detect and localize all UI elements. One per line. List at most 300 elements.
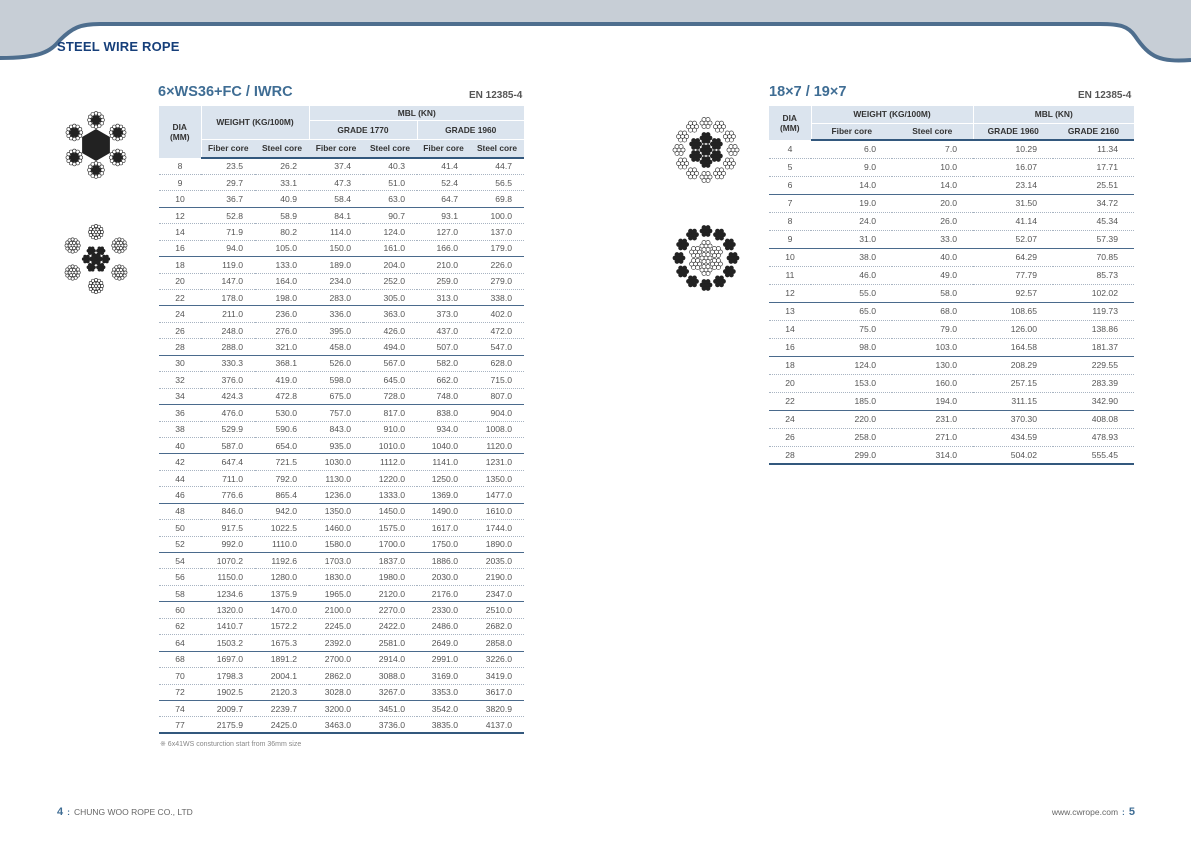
- table-cell: 1572.2: [255, 618, 309, 634]
- table-cell: 1750.0: [417, 536, 470, 552]
- table-row: [769, 374, 1134, 392]
- table-row: [159, 569, 524, 585]
- table-cell: 17.71: [1053, 158, 1134, 176]
- col-header-dia: [769, 106, 811, 140]
- footer-left: [57, 806, 193, 818]
- table-cell: 567.0: [363, 355, 417, 371]
- col-header-grade-1770: GRADE 1770: [309, 120, 417, 139]
- table-row: [159, 355, 524, 371]
- table-cell: 1375.9: [255, 585, 309, 601]
- table-cell: 6.0: [811, 140, 892, 158]
- col-header-fiber-core: Fiber core: [811, 123, 892, 140]
- table-cell: 114.0: [309, 224, 363, 240]
- col-header-steel-core: Steel core: [470, 139, 524, 158]
- table-cell: 126.00: [973, 320, 1053, 338]
- table-cell: 437.0: [417, 322, 470, 338]
- table-cell: 133.0: [255, 257, 309, 273]
- table-cell: 38.0: [811, 248, 892, 266]
- table-cell: 1744.0: [470, 520, 524, 536]
- table-cell: 208.29: [973, 356, 1053, 374]
- table-cell: 2858.0: [470, 635, 524, 651]
- col-header-mbl: MBL (KN): [973, 106, 1134, 123]
- cell-dia: 70: [159, 668, 201, 684]
- table-cell: 92.57: [973, 284, 1053, 302]
- col-header-steel-core: Steel core: [363, 139, 417, 158]
- table-cell: 229.55: [1053, 356, 1134, 374]
- table-cell: 252.0: [363, 273, 417, 289]
- table-cell: 336.0: [309, 306, 363, 322]
- table-cell: 935.0: [309, 437, 363, 453]
- col-header-grade-2160: GRADE 2160: [1053, 123, 1134, 140]
- table-cell: 917.5: [201, 520, 255, 536]
- table-cell: 426.0: [363, 322, 417, 338]
- table-row: [159, 602, 524, 618]
- table-cell: 7.0: [892, 140, 973, 158]
- table-cell: 2120.3: [255, 684, 309, 700]
- table-cell: 147.0: [201, 273, 255, 289]
- cell-dia: 14: [769, 320, 811, 338]
- table-cell: 3820.9: [470, 700, 524, 716]
- table-cell: 472.0: [470, 322, 524, 338]
- cell-dia: 46: [159, 487, 201, 503]
- right-section-title: 18×7 / 19×7: [769, 84, 847, 100]
- table-row: [159, 158, 524, 174]
- table-cell: 210.0: [417, 257, 470, 273]
- cell-dia: 13: [769, 302, 811, 320]
- table-cell: 3169.0: [417, 668, 470, 684]
- cell-dia: 7: [769, 194, 811, 212]
- table-cell: 194.0: [892, 392, 973, 410]
- table-cell: 58.4: [309, 191, 363, 207]
- table-cell: 2682.0: [470, 618, 524, 634]
- table-cell: 1369.0: [417, 487, 470, 503]
- table-cell: 150.0: [309, 240, 363, 256]
- table-cell: 1886.0: [417, 553, 470, 569]
- table-cell: 1120.0: [470, 437, 524, 453]
- table-cell: 257.15: [973, 374, 1053, 392]
- page-number-right: 5: [1128, 806, 1135, 818]
- table-cell: 1350.0: [470, 470, 524, 486]
- table-row: [159, 339, 524, 355]
- table-row: [159, 437, 524, 453]
- table-cell: 127.0: [417, 224, 470, 240]
- table-row: [159, 388, 524, 404]
- cell-dia: 10: [159, 191, 201, 207]
- table-cell: 1350.0: [309, 503, 363, 519]
- table-cell: 2120.0: [363, 585, 417, 601]
- col-header-dia: [159, 106, 201, 158]
- cell-dia: 9: [159, 174, 201, 190]
- header-band: [0, 0, 1191, 70]
- table-cell: 654.0: [255, 437, 309, 453]
- table-cell: 276.0: [255, 322, 309, 338]
- table-cell: 507.0: [417, 339, 470, 355]
- table-cell: 530.0: [255, 405, 309, 421]
- table-cell: 476.0: [201, 405, 255, 421]
- cell-dia: 72: [159, 684, 201, 700]
- table-row: [159, 503, 524, 519]
- table-cell: 2270.0: [363, 602, 417, 618]
- rope-cross-section-iwrc-image: [54, 217, 138, 301]
- cell-dia: 62: [159, 618, 201, 634]
- table-cell: 234.0: [309, 273, 363, 289]
- table-cell: 2991.0: [417, 651, 470, 667]
- left-standard-label: EN 12385-4: [469, 90, 523, 101]
- cell-dia: 18: [769, 356, 811, 374]
- table-cell: 204.0: [363, 257, 417, 273]
- table-cell: 395.0: [309, 322, 363, 338]
- cell-dia: 32: [159, 372, 201, 388]
- table-cell: 29.7: [201, 174, 255, 190]
- table-cell: 1460.0: [309, 520, 363, 536]
- table-cell: 40.3: [363, 158, 417, 174]
- table-row: [769, 446, 1134, 464]
- table-row: [769, 284, 1134, 302]
- table-cell: 56.5: [470, 174, 524, 190]
- table-cell: 1490.0: [417, 503, 470, 519]
- table-cell: 299.0: [811, 446, 892, 464]
- table-cell: 58.0: [892, 284, 973, 302]
- table-cell: 98.0: [811, 338, 892, 356]
- table-cell: 2100.0: [309, 602, 363, 618]
- table-cell: 137.0: [470, 224, 524, 240]
- table-cell: 373.0: [417, 306, 470, 322]
- table-row: [159, 585, 524, 601]
- table-cell: 582.0: [417, 355, 470, 371]
- table-row: [159, 717, 524, 733]
- table-cell: 1030.0: [309, 454, 363, 470]
- table-row: [159, 174, 524, 190]
- table-cell: 185.0: [811, 392, 892, 410]
- cell-dia: 64: [159, 635, 201, 651]
- table-cell: 283.39: [1053, 374, 1134, 392]
- table-cell: 102.02: [1053, 284, 1134, 302]
- cell-dia: 20: [159, 273, 201, 289]
- table-cell: 3028.0: [309, 684, 363, 700]
- table-cell: 843.0: [309, 421, 363, 437]
- table-cell: 338.0: [470, 290, 524, 306]
- table-cell: 587.0: [201, 437, 255, 453]
- table-cell: 23.14: [973, 176, 1053, 194]
- table-cell: 9.0: [811, 158, 892, 176]
- table-row: [159, 405, 524, 421]
- table-row: [159, 635, 524, 651]
- table-cell: 3267.0: [363, 684, 417, 700]
- table-cell: 1110.0: [255, 536, 309, 552]
- table-cell: 160.0: [892, 374, 973, 392]
- table-cell: 3542.0: [417, 700, 470, 716]
- table-cell: 526.0: [309, 355, 363, 371]
- rope-cross-section-18x7-image: [664, 108, 748, 192]
- cell-dia: 56: [159, 569, 201, 585]
- col-header-fiber-core: Fiber core: [201, 139, 255, 158]
- table-cell: 419.0: [255, 372, 309, 388]
- col-header-fiber-core: Fiber core: [417, 139, 470, 158]
- table-row: [769, 212, 1134, 230]
- table-cell: 119.0: [201, 257, 255, 273]
- table-cell: 64.7: [417, 191, 470, 207]
- table-cell: 198.0: [255, 290, 309, 306]
- cell-dia: 50: [159, 520, 201, 536]
- cell-dia: 20: [769, 374, 811, 392]
- table-cell: 94.0: [201, 240, 255, 256]
- table-cell: 34.72: [1053, 194, 1134, 212]
- table-row: [769, 410, 1134, 428]
- table-row: [159, 306, 524, 322]
- table-cell: 20.0: [892, 194, 973, 212]
- table-cell: 3463.0: [309, 717, 363, 733]
- table-cell: 1333.0: [363, 487, 417, 503]
- table-cell: 14.0: [811, 176, 892, 194]
- table-cell: 37.4: [309, 158, 363, 174]
- table-cell: 728.0: [363, 388, 417, 404]
- table-row: [159, 520, 524, 536]
- table-cell: 402.0: [470, 306, 524, 322]
- table-cell: 458.0: [309, 339, 363, 355]
- table-cell: 55.0: [811, 284, 892, 302]
- table-cell: 3226.0: [470, 651, 524, 667]
- table-cell: 108.65: [973, 302, 1053, 320]
- table-cell: 31.0: [811, 230, 892, 248]
- table-row: [159, 257, 524, 273]
- table-cell: 71.9: [201, 224, 255, 240]
- table-cell: 283.0: [309, 290, 363, 306]
- table-row: [769, 302, 1134, 320]
- table-cell: 80.2: [255, 224, 309, 240]
- table-cell: 40.9: [255, 191, 309, 207]
- cell-dia: 8: [769, 212, 811, 230]
- table-cell: 259.0: [417, 273, 470, 289]
- table-cell: 408.08: [1053, 410, 1134, 428]
- table-cell: 103.0: [892, 338, 973, 356]
- table-cell: 1250.0: [417, 470, 470, 486]
- table-cell: 90.7: [363, 207, 417, 223]
- table-cell: 33.1: [255, 174, 309, 190]
- table-cell: 64.29: [973, 248, 1053, 266]
- table-cell: 33.0: [892, 230, 973, 248]
- table-cell: 529.9: [201, 421, 255, 437]
- cell-dia: 38: [159, 421, 201, 437]
- table-cell: 376.0: [201, 372, 255, 388]
- table-row: [159, 684, 524, 700]
- cell-dia: 52: [159, 536, 201, 552]
- table-cell: 1112.0: [363, 454, 417, 470]
- table-cell: 44.7: [470, 158, 524, 174]
- table-row: [769, 194, 1134, 212]
- table-cell: 236.0: [255, 306, 309, 322]
- cell-dia: 22: [769, 392, 811, 410]
- table-cell: 628.0: [470, 355, 524, 371]
- table-cell: 1234.6: [201, 585, 255, 601]
- footnote: ※ 6x41WS consturction start from 36mm size: [160, 741, 302, 748]
- table-cell: 321.0: [255, 339, 309, 355]
- table-cell: 40.0: [892, 248, 973, 266]
- table-cell: 153.0: [811, 374, 892, 392]
- right-standard-label: EN 12385-4: [1078, 90, 1132, 101]
- table-cell: 2239.7: [255, 700, 309, 716]
- table-cell: 838.0: [417, 405, 470, 421]
- table-cell: 164.58: [973, 338, 1053, 356]
- table-cell: 757.0: [309, 405, 363, 421]
- col-header-grade-1960: GRADE 1960: [417, 120, 524, 139]
- cell-dia: 9: [769, 230, 811, 248]
- table-cell: 2009.7: [201, 700, 255, 716]
- cell-dia: 28: [159, 339, 201, 355]
- table-cell: 2035.0: [470, 553, 524, 569]
- table-cell: 288.0: [201, 339, 255, 355]
- table-cell: 77.79: [973, 266, 1053, 284]
- table-cell: 2862.0: [309, 668, 363, 684]
- table-cell: 26.0: [892, 212, 973, 230]
- table-cell: 590.6: [255, 421, 309, 437]
- table-cell: 93.1: [417, 207, 470, 223]
- table-row: [159, 454, 524, 470]
- table-cell: 248.0: [201, 322, 255, 338]
- table-row: [769, 230, 1134, 248]
- table-cell: 164.0: [255, 273, 309, 289]
- table-cell: 363.0: [363, 306, 417, 322]
- table-row: [159, 240, 524, 256]
- table-cell: 19.0: [811, 194, 892, 212]
- table-cell: 51.0: [363, 174, 417, 190]
- table-cell: 11.34: [1053, 140, 1134, 158]
- table-cell: 178.0: [201, 290, 255, 306]
- table-cell: 715.0: [470, 372, 524, 388]
- table-cell: 2425.0: [255, 717, 309, 733]
- cell-dia: 8: [159, 158, 201, 174]
- table-row: [159, 651, 524, 667]
- table-cell: 23.5: [201, 158, 255, 174]
- table-cell: 84.1: [309, 207, 363, 223]
- table-cell: 1450.0: [363, 503, 417, 519]
- table-cell: 1192.6: [255, 553, 309, 569]
- table-cell: 1890.0: [470, 536, 524, 552]
- left-spec-table: [159, 106, 524, 734]
- table-row: [769, 140, 1134, 158]
- table-cell: 1008.0: [470, 421, 524, 437]
- table-cell: 46.0: [811, 266, 892, 284]
- cell-dia: 77: [159, 717, 201, 733]
- col-header-steel-core: Steel core: [255, 139, 309, 158]
- table-cell: 1320.0: [201, 602, 255, 618]
- table-cell: 1477.0: [470, 487, 524, 503]
- website-link[interactable]: www.cwrope.com: [1051, 807, 1119, 817]
- table-cell: 161.0: [363, 240, 417, 256]
- table-cell: 776.6: [201, 487, 255, 503]
- table-cell: 305.0: [363, 290, 417, 306]
- table-cell: 598.0: [309, 372, 363, 388]
- cell-dia: 24: [769, 410, 811, 428]
- cell-dia: 68: [159, 651, 201, 667]
- table-cell: 494.0: [363, 339, 417, 355]
- col-header-steel-core: Steel core: [892, 123, 973, 140]
- table-cell: 85.73: [1053, 266, 1134, 284]
- table-cell: 2486.0: [417, 618, 470, 634]
- cell-dia: 36: [159, 405, 201, 421]
- table-cell: 434.59: [973, 428, 1053, 446]
- table-row: [159, 536, 524, 552]
- table-cell: 314.0: [892, 446, 973, 464]
- table-cell: 942.0: [255, 503, 309, 519]
- table-cell: 2700.0: [309, 651, 363, 667]
- table-cell: 2510.0: [470, 602, 524, 618]
- cell-dia: 12: [159, 207, 201, 223]
- table-cell: 368.1: [255, 355, 309, 371]
- table-row: [159, 322, 524, 338]
- table-cell: 904.0: [470, 405, 524, 421]
- table-cell: 181.37: [1053, 338, 1134, 356]
- table-cell: 2190.0: [470, 569, 524, 585]
- cell-dia: 42: [159, 454, 201, 470]
- table-cell: 279.0: [470, 273, 524, 289]
- table-cell: 1610.0: [470, 503, 524, 519]
- table-cell: 478.93: [1053, 428, 1134, 446]
- cell-dia: 74: [159, 700, 201, 716]
- table-cell: 49.0: [892, 266, 973, 284]
- table-cell: 1837.0: [363, 553, 417, 569]
- table-cell: 1965.0: [309, 585, 363, 601]
- table-cell: 31.50: [973, 194, 1053, 212]
- table-cell: 1617.0: [417, 520, 470, 536]
- table-cell: 2330.0: [417, 602, 470, 618]
- table-cell: 1470.0: [255, 602, 309, 618]
- table-cell: 547.0: [470, 339, 524, 355]
- table-cell: 1703.0: [309, 553, 363, 569]
- table-cell: 2245.0: [309, 618, 363, 634]
- table-cell: 1410.7: [201, 618, 255, 634]
- table-cell: 258.0: [811, 428, 892, 446]
- table-cell: 3200.0: [309, 700, 363, 716]
- table-cell: 3736.0: [363, 717, 417, 733]
- table-cell: 26.2: [255, 158, 309, 174]
- table-cell: 1902.5: [201, 684, 255, 700]
- left-section-title: 6×WS36+FC / IWRC: [158, 84, 293, 100]
- col-header-weight: WEIGHT (KG/100M): [201, 106, 309, 139]
- page-number-left: 4: [57, 806, 64, 818]
- table-cell: 10.29: [973, 140, 1053, 158]
- table-row: [769, 176, 1134, 194]
- table-row: [769, 248, 1134, 266]
- table-row: [159, 421, 524, 437]
- col-header-fiber-core: Fiber core: [309, 139, 363, 158]
- table-row: [159, 700, 524, 716]
- cell-dia: 24: [159, 306, 201, 322]
- cell-dia: 40: [159, 437, 201, 453]
- table-cell: 1575.0: [363, 520, 417, 536]
- cell-dia: 4: [769, 140, 811, 158]
- table-cell: 2914.0: [363, 651, 417, 667]
- table-cell: 647.4: [201, 454, 255, 470]
- cell-dia: 18: [159, 257, 201, 273]
- table-cell: 992.0: [201, 536, 255, 552]
- table-cell: 1231.0: [470, 454, 524, 470]
- table-cell: 721.5: [255, 454, 309, 470]
- table-cell: 65.0: [811, 302, 892, 320]
- table-cell: 313.0: [417, 290, 470, 306]
- table-cell: 792.0: [255, 470, 309, 486]
- table-cell: 2422.0: [363, 618, 417, 634]
- cell-dia: 14: [159, 224, 201, 240]
- table-row: [769, 338, 1134, 356]
- table-cell: 1236.0: [309, 487, 363, 503]
- right-spec-table: [769, 106, 1134, 465]
- table-row: [159, 487, 524, 503]
- table-cell: 1022.5: [255, 520, 309, 536]
- table-cell: 807.0: [470, 388, 524, 404]
- table-cell: 2649.0: [417, 635, 470, 651]
- table-cell: 220.0: [811, 410, 892, 428]
- table-cell: 342.90: [1053, 392, 1134, 410]
